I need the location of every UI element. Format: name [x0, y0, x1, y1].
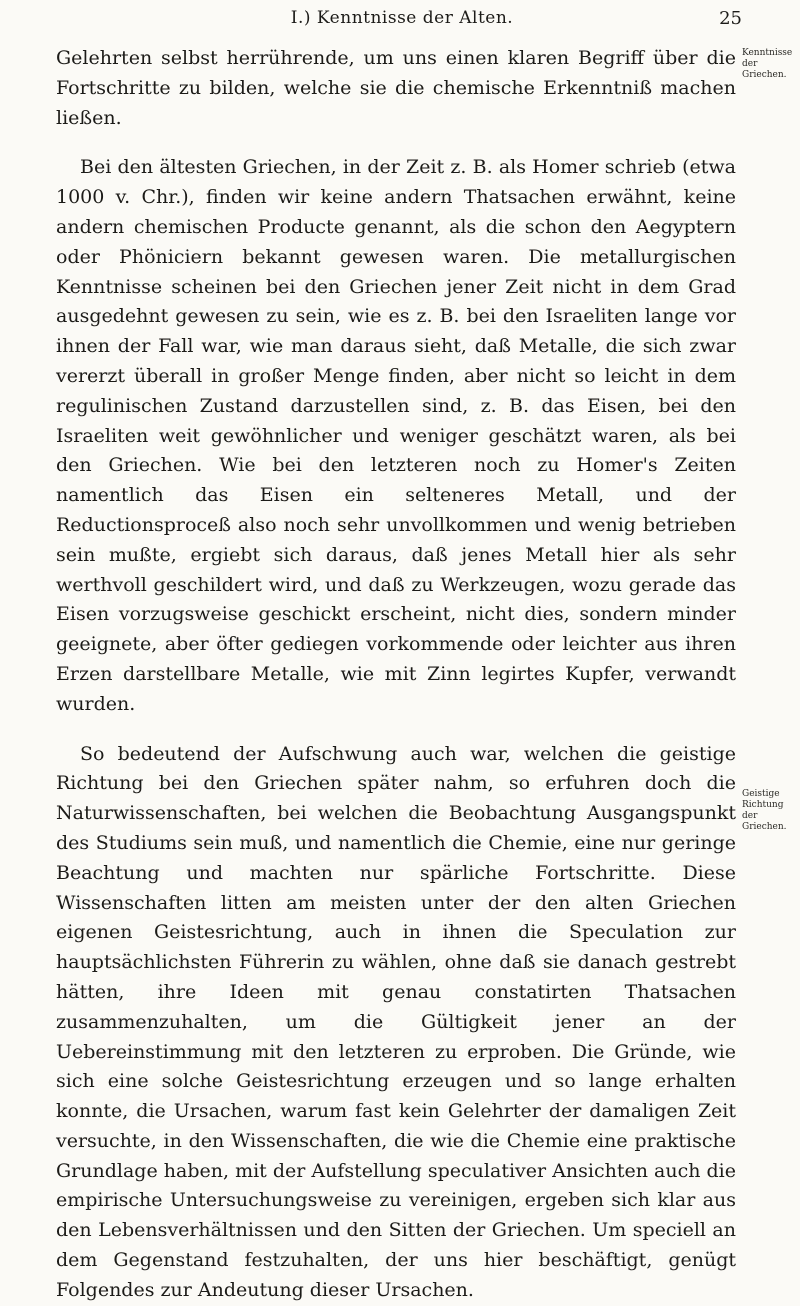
marginal-note-geistige-richtung: Geistige Richtung der Griechen.: [742, 789, 787, 832]
paragraph-3: So bedeutend der Aufschwung auch war, welchen die geistige Richtung bei den Griechen später nahm, so erfuhren doch die Naturwissenschaften, bei welchen die Beobachtung Ausgangspunkt des Studiums sein muß, und namentlich die Chemie, eine nur geringe Beachtung und machten nur spärliche Fortschritte. Diese Wissenschaften litten am meisten unter der den alten Griechen eigenen Geistesrichtung, auch in ihnen die Speculation zur hauptsächlichsten Führerin zu wählen, ohne daß sie danach gestrebt hätten, ihre Ideen mit genau constatirten Thatsachen zusammenzuhalten, um die Gültigkeit jener an der Uebereinstimmung mit den letzteren zu erproben. Die Gründe, wie sich eine solche Geistesrichtung erzeugen und so lange erhalten konnte, die Ursachen, warum fast kein Gelehrter der damaligen Zeit versuchte, in den Wissenschaften, die wie die Chemie eine praktische Grundlage haben, mit der Aufstellung speculativer Ansichten auch die empirische Untersuchungsweise zu vereinigen, ergeben sich klar aus den Lebensverhältnissen und den Sitten der Griechen. Um speciell an dem Gegenstand festzuhalten, der uns hier beschäftigt, genügt Folgendes zur Andeutung dieser Ursachen.: [56, 742, 736, 1301]
marginal-note-kenntnisse: Kenntnisse der Griechen.: [742, 48, 793, 80]
paragraph-1: Gelehrten selbst herrührende, um uns einen klaren Begriff über die Fortschritte zu bilden, welche sie die chemische Erkenntniß machen ließen.: [56, 47, 736, 129]
running-head: [62, 2, 742, 38]
body-text: [56, 44, 736, 1306]
paragraph-2: Bei den ältesten Griechen, in der Zeit z. B. als Homer schrieb (etwa 1000 v. Chr.), finden wir keine andern Thatsachen erwähnt, keine andern chemischen Producte genannt, als die schon den Aegyptern oder Phöniciern bekannt gewesen waren. Die metallurgischen Kenntnisse scheinen bei den Griechen jener Zeit nicht in dem Grad ausgedehnt gewesen zu sein, wie es z. B. bei den Israeliten lange vor ihnen der Fall war, wie man daraus sieht, daß Metalle, die sich zwar vererzt überall in großer Menge finden, aber nicht so leicht in dem regulinischen Zustand darzustellen sind, z. B. das Eisen, bei den Israeliten weit gewöhnlicher und weniger geschätzt waren, als bei den Griechen. Wie bei den letzteren noch zu Homer's Zeiten namentlich das Eisen ein selteneres Metall, und der Reductionsproceß also noch sehr unvollkommen und wenig betrieben sein mußte, ergiebt sich daraus, daß jenes Metall hier als sehr werthvoll geschildert wird, und daß zu Werkzeugen, wozu gerade das Eisen vorzugsweise geschickt erscheint, nicht dies, sondern minder geeignete, aber öfter gediegen vorkommende oder leichter aus ihren Erzen darstellbare Metalle, wie mit Zinn legirtes Kupfer, verwandt wurden.: [56, 156, 736, 715]
page-number: 25: [719, 8, 742, 29]
running-head-title: I.) Kenntnisse der Alten.: [290, 8, 514, 28]
